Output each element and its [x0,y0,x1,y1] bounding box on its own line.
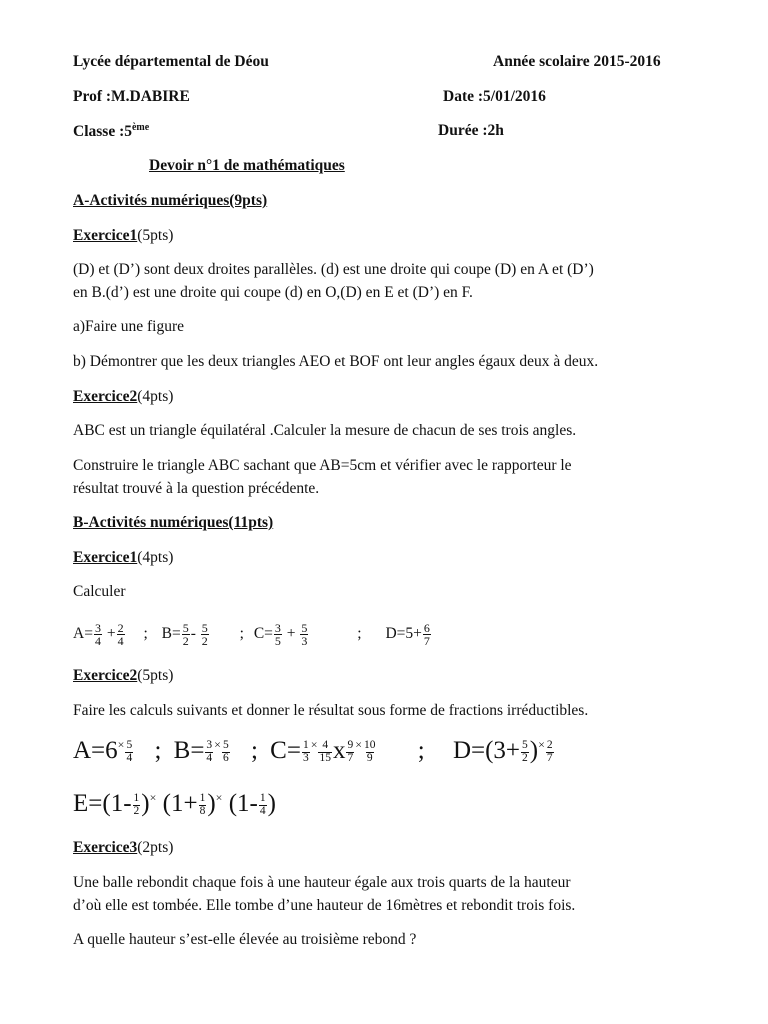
a-ex2-text-2: Construire le triangle ABC sachant que AB=5cm et vérifier avec le rapporteur le [73,457,572,474]
section-b-heading: B-Activités numériques(11pts) [73,514,274,531]
fraction: $\frac{6}{7}$ [423,621,430,648]
expr-c-label: C= [253,625,273,643]
b-ex3-text-2: d’où elle est tombée. Elle tombe d’une hauteur de 16mètres et rebondit trois fois. [73,897,576,914]
expr-b-label: B= [173,737,205,764]
b-ex3-question: A quelle hauteur s’est-elle élevée au troisième rebond ? [73,931,417,948]
b-ex1-points: (4pts) [137,549,174,566]
times-sign: × [149,790,157,805]
a-ex1-heading [73,227,173,246]
open-paren-plus: (1+ [162,790,198,817]
b-ex2-instruction: Faire les calculs suivants et donner le résultat sous forme de fractions irréductibles. [73,702,589,719]
fraction: $\frac{3}{4}$ [206,739,213,764]
plus-sign: + [286,625,296,643]
fraction: $\frac{1}{2}$ [133,792,140,817]
expr-b-label: B= [161,625,181,643]
separator: ; [154,737,162,764]
b-ex2-expressions-row1 [73,736,555,766]
fraction: $\frac{5}{4}$ [126,739,133,764]
separator: ; [239,625,244,643]
b-ex2-label: Exercice2 [73,667,138,684]
fraction: $\frac{4}{15}$ [319,739,331,764]
a-ex1-label: Exercice1 [73,227,138,244]
b-ex3-label: Exercice3 [73,839,138,856]
teacher: Prof :M.DABIRE [73,88,190,105]
separator: ; [250,737,258,764]
b-ex1-label: Exercice1 [73,549,138,566]
separator: ; [417,737,425,764]
class-level [73,122,149,142]
fraction: $\frac{1}{3}$ [302,739,309,764]
page-title: Devoir n°1 de mathématiques [149,157,345,174]
a-ex2-text-3: résultat trouvé à la question précédente. [73,480,320,497]
fraction: $\frac{5}{2}$ [182,621,189,648]
b-ex3-points: (2pts) [137,839,174,856]
close-paren: ) [267,790,276,817]
exam-date: Date :5/01/2016 [443,88,546,105]
fraction: $\frac{2}{7}$ [546,739,553,764]
plus-sign: + [106,625,116,643]
times-sign: × [117,737,125,752]
times-sign: × [215,790,223,805]
section-a-heading: A-Activités numériques(9pts) [73,192,268,209]
b-ex1-expressions [73,622,432,647]
fraction: $\frac{3}{4}$ [94,621,101,648]
fraction: $\frac{1}{4}$ [259,792,266,817]
a-ex2-label: Exercice2 [73,388,138,405]
times-sign: × [355,737,362,752]
fraction: $\frac{2}{4}$ [117,621,124,648]
fraction: $\frac{9}{7}$ [347,739,354,764]
duration: Durée :2h [438,122,504,139]
close-paren: ) [529,737,539,764]
b-ex3-heading [73,839,173,858]
a-ex2-points: (4pts) [137,388,174,405]
b-ex2-heading [73,667,173,686]
class-prefix: Classe :5 [73,123,132,141]
fraction: $\frac{5}{2}$ [522,739,528,764]
a-ex1-question-a: a)Faire une figure [73,318,185,335]
expr-d-label: D=(3+ [452,737,521,764]
b-ex2-expressions-row2 [73,789,276,819]
expr-d-label: D=5+ [385,625,422,643]
fraction: $\frac{10}{9}$ [364,739,376,764]
a-ex1-text-2: en B.(d’) est une droite qui coupe (d) en O,(D) en E et (D’) en F. [73,284,473,301]
a-ex1-text-1: (D) et (D’) sont deux droites parallèles. (d) est une droite qui coupe (D) en A et (D’) [73,261,594,278]
close-paren: ) [207,790,216,817]
fraction: $\frac{5}{6}$ [222,739,229,764]
a-ex2-text-1: ABC est un triangle équilatéral .Calculer la mesure de chacun de ses trois angles. [73,422,577,439]
times-sign: × [214,737,221,752]
expr-c-label: C= [270,737,301,764]
b-ex1-heading [73,549,173,568]
open-paren-minus: (1- [228,790,258,817]
expr-a-label: A=6 [73,737,118,764]
times-sign: × [538,737,545,752]
fraction: $\frac{1}{8}$ [199,792,206,817]
separator: ; [143,625,148,643]
fraction: $\frac{3}{5}$ [274,621,281,648]
close-paren: ) [141,790,150,817]
school-name: Lycée départemental de Déou [73,53,269,70]
separator: ; [357,625,362,643]
fraction: $\frac{5}{3}$ [301,621,308,648]
expr-a-label: A= [73,625,93,643]
class-suffix: ème [131,122,150,133]
b-ex2-points: (5pts) [137,667,174,684]
x-sign: x [332,737,346,764]
minus-sign: - [190,625,196,643]
a-ex2-heading [73,388,173,407]
b-ex3-text-1: Une balle rebondit chaque fois à une hauteur égale aux trois quarts de la hauteur [73,874,571,891]
fraction: $\frac{5}{2}$ [201,621,208,648]
a-ex1-question-b: b) Démontrer que les deux triangles AEO et BOF ont leur angles égaux deux à deux. [73,353,599,370]
b-ex1-instruction: Calculer [73,583,126,600]
expr-e-label: E=(1- [73,790,132,817]
school-year: Année scolaire 2015-2016 [493,53,661,70]
a-ex1-points: (5pts) [137,227,174,244]
times-sign: × [310,737,318,752]
